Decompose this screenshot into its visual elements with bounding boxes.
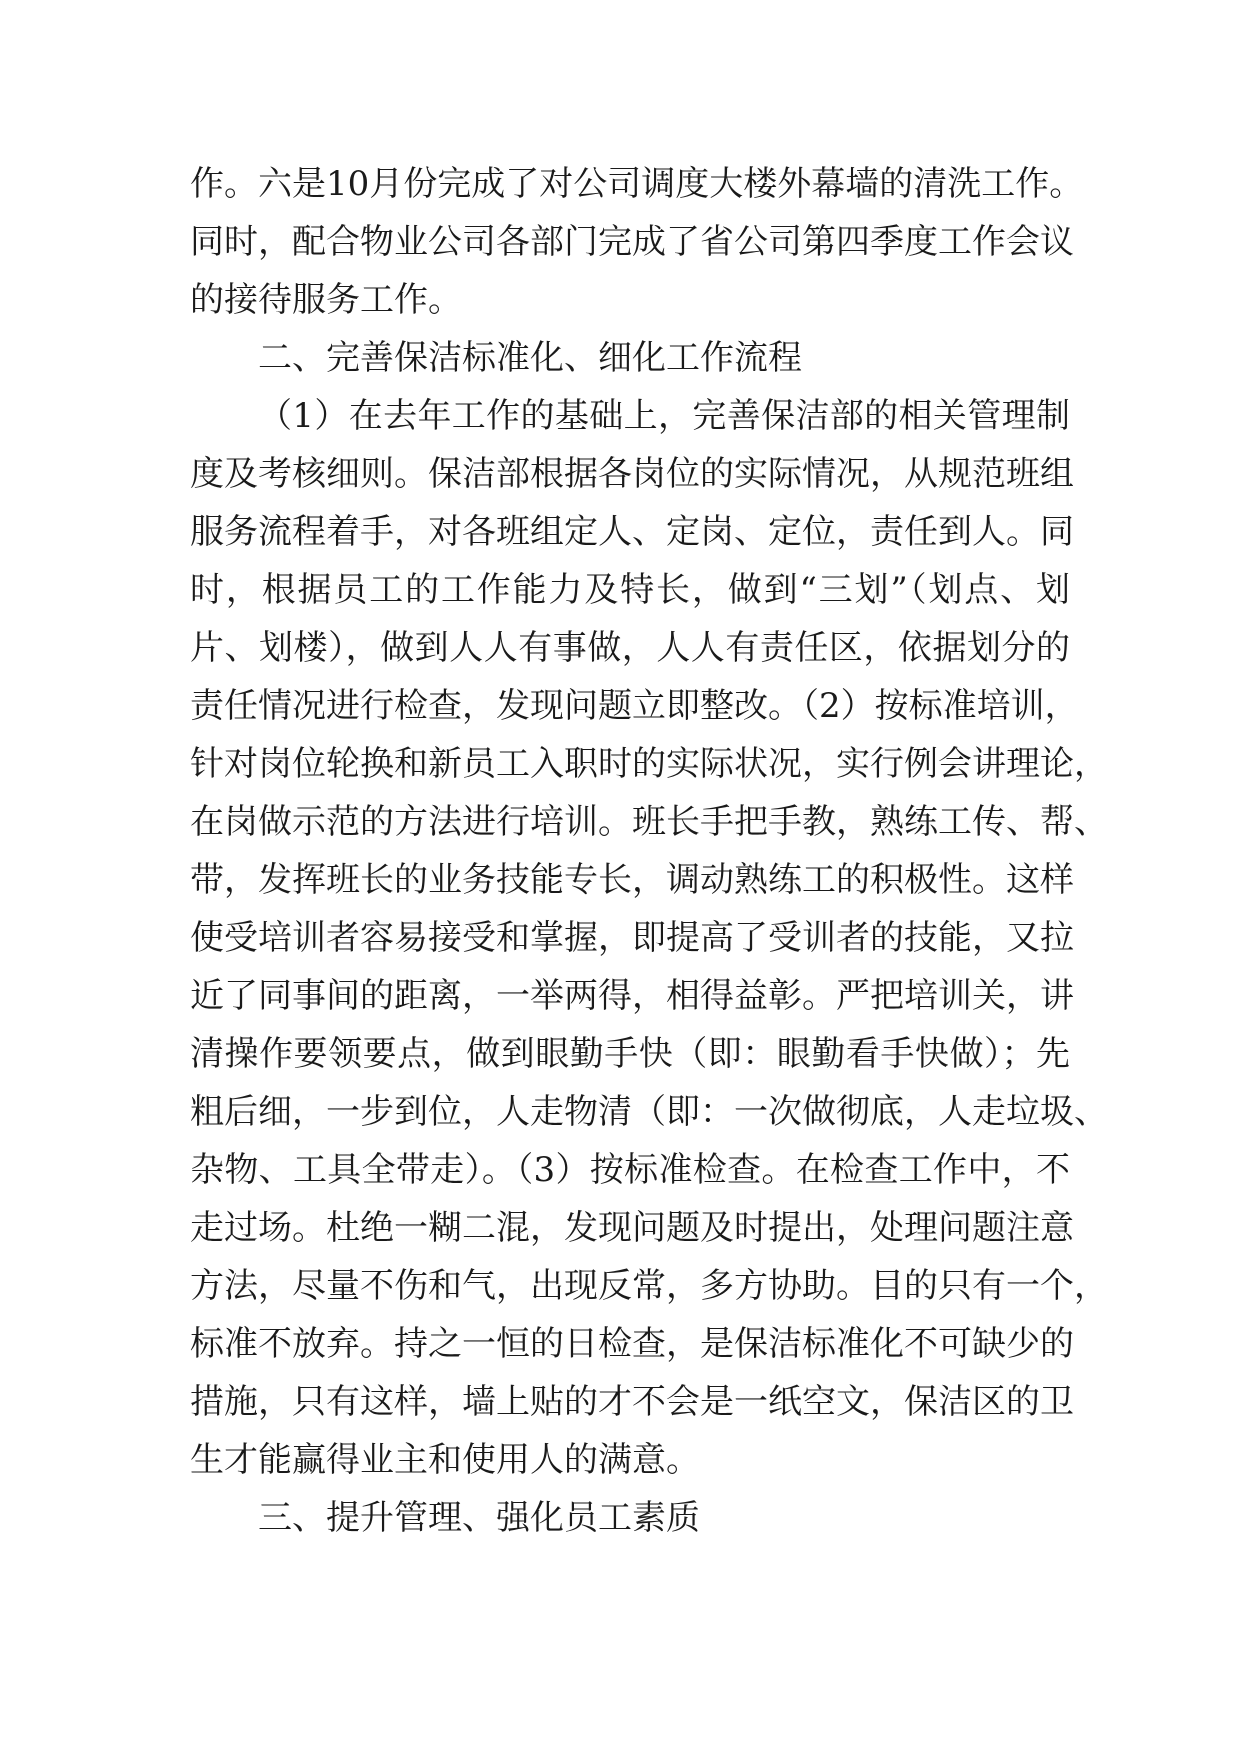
text-line: 清操作要领要点，做到眼勤手快（即：眼勤看手快做）；先 [190, 1034, 1070, 1074]
section-heading-2: 二、完善保洁标准化、细化工作流程 [258, 338, 802, 378]
text-line: 的接待服务工作。 [190, 280, 462, 320]
text-line: 标准不放弃。持之一恒的日检查，是保洁标准化不可缺少的 [190, 1324, 1074, 1364]
section-heading-3: 三、提升管理、强化员工素质 [258, 1498, 700, 1538]
text-line: 措施，只有这样，墙上贴的才不会是一纸空文，保洁区的卫 [190, 1382, 1074, 1422]
text-line: 带，发挥班长的业务技能专长，调动熟练工的积极性。这样 [190, 860, 1074, 900]
text-line: 同时，配合物业公司各部门完成了省公司第四季度工作会议 [190, 222, 1074, 262]
text-line: 近了同事间的距离，一举两得，相得益彰。严把培训关，讲 [190, 976, 1074, 1016]
text-line: 针对岗位轮换和新员工入职时的实际状况，实行例会讲理论， [190, 744, 1108, 784]
text-line: 在岗做示范的方法进行培训。班长手把手教，熟练工传、帮、 [190, 802, 1108, 842]
text-line: （1）在去年工作的基础上，完善保洁部的相关管理制 [258, 396, 1070, 436]
document-body [190, 155, 1108, 1547]
text-line: 生才能赢得业主和使用人的满意。 [190, 1440, 700, 1480]
text-line: 责任情况进行检查，发现问题立即整改。（2）按标准培训， [190, 686, 1079, 726]
text-line: 时，根据员工的工作能力及特长，做到“三划”（划点、划 [190, 570, 1070, 610]
text-line: 度及考核细则。保洁部根据各岗位的实际情况，从规范班组 [190, 454, 1074, 494]
text-line: 片、划楼），做到人人有事做，人人有责任区，依据划分的 [190, 628, 1070, 668]
text-line: 作。六是10月份完成了对公司调度大楼外幕墙的清洗工作。 [190, 164, 1084, 204]
text-line: 方法，尽量不伤和气，出现反常，多方协助。目的只有一个， [190, 1266, 1108, 1306]
text-line: 服务流程着手，对各班组定人、定岗、定位，责任到人。同 [190, 512, 1074, 552]
text-line: 使受培训者容易接受和掌握，即提高了受训者的技能，又拉 [190, 918, 1074, 958]
text-line: 走过场。杜绝一糊二混，发现问题及时提出，处理问题注意 [190, 1208, 1074, 1248]
text-line: 杂物、工具全带走）。（3）按标准检查。在检查工作中，不 [190, 1150, 1070, 1190]
text-line: 粗后细，一步到位，人走物清（即：一次做彻底，人走垃圾、 [190, 1092, 1108, 1132]
